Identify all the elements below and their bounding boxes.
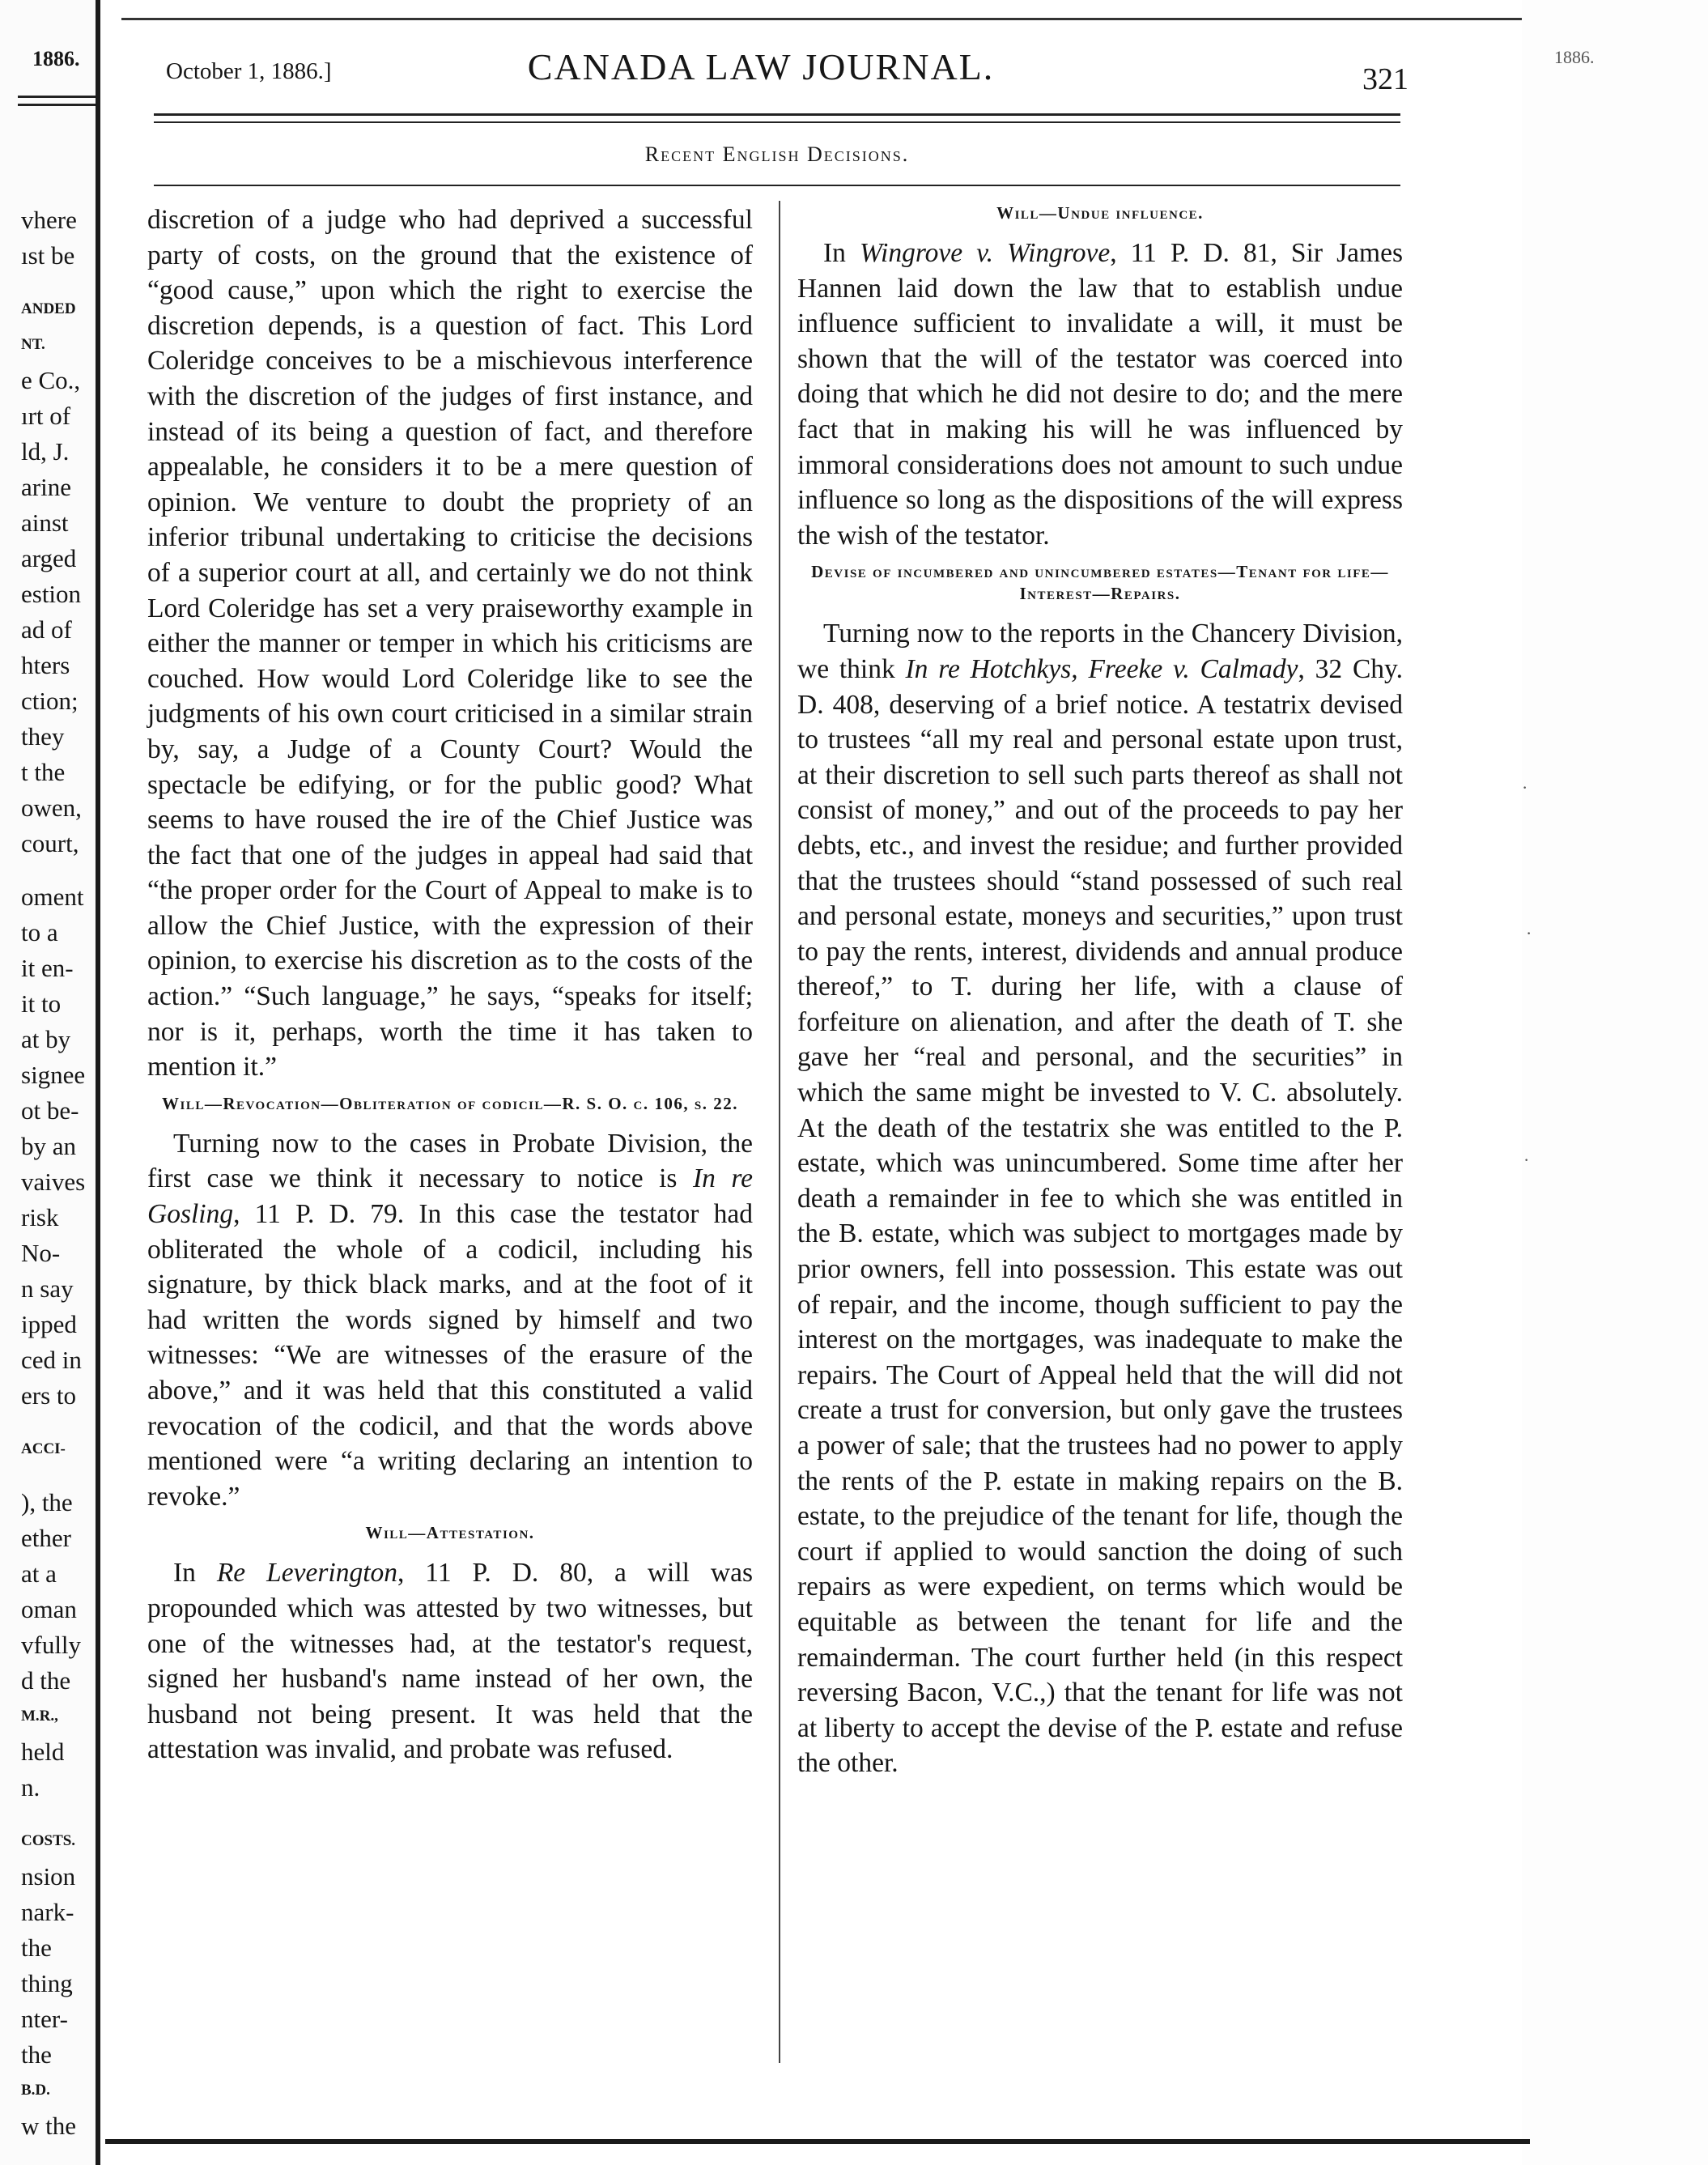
text-run: , 32 Chy. D. 408, deserving of a brief notice. A testatrix devised to trustees “all my real and personal estate upon trust, at their discretion to sell such parts thereof as shall not consist of money,” and out of the proceeds to pay her debts, etc., and invest the residue; and further provided that the trustees should “stand possessed of such real and personal estate, moneys and securities,” upon trust to pay the rents, interest, dividends and annual produce thereof,” to T. during her life, with a clause of forfeiture on alienation, and after the death of T. she gave her “real and personal, and the securities” in which the same might be invested to V. C. absolutely. At the death of the testatrix she was entitled to the P. estate, which was unincumbered. Some time after her death a remainder in fee to which she was entitled in the B. estate, which was subject to mortgages made by prior owners, fell into possession. This estate was out of repair, and the income, though sufficient to pay the interest on the mortgages, was inadequate to make the repairs. The Court of Appeal held that the will did not create a trust for conversion, but only gave the trustees a power of sale; that the trustees had no power to apply the rents of the P. estate in making repairs on the B. estate, to the prejudice of the tenant for life, though the court if applied to would sanction the doing of such repairs as were expedient, on terms which would be equitable as between the tenant for life and the remainderman. The court further held (in this respect reversing Bacon, V.C.,) that the tenant for life was not at liberty to accept the devise of the P. estate and refuse the other. (797, 653, 1403, 1779)
paragraph (797, 236, 1403, 553)
fragment-gap (21, 1806, 96, 1823)
fragment-header: 1886. (32, 47, 80, 70)
fragment-line: vaives (21, 1168, 86, 1196)
fragment-line: NT. (21, 336, 45, 353)
fragment-line: M.R., (21, 1708, 58, 1725)
fragment-gap (21, 861, 96, 879)
fragment-line: ced in (21, 1346, 82, 1374)
fragment-line: it en- (21, 954, 74, 982)
fragment-line: the (21, 2040, 52, 2069)
page-edge-bottom (105, 2139, 1530, 2144)
fragment-line: by an (21, 1132, 77, 1160)
case-heading: Will—Attestation. (365, 1523, 535, 1543)
page-edge-top (121, 18, 1522, 20)
fragment-line: n. (21, 1773, 40, 1801)
fragment-line: court, (21, 829, 79, 857)
fragment-line: arine (21, 473, 71, 501)
journal-title: CANADA LAW JOURNAL. (527, 46, 995, 87)
fragment-lines (21, 202, 96, 2144)
fragment-gap (21, 274, 96, 291)
fragment-line: ACCI- (21, 1440, 66, 1457)
paragraph (797, 616, 1403, 1781)
fragment-line: B.D. (21, 2082, 50, 2099)
case-heading: Will—Revocation—Obliteration of codicil—R. S. O. c. 106, s. 22. (162, 1093, 738, 1113)
fragment-rule (18, 104, 96, 106)
margin-speck: 1886. (1554, 47, 1595, 67)
case-heading: Devise of incumbered and unincumbered estates—Tenant for life—Interest—Repairs. (811, 562, 1389, 604)
fragment-line: oment (21, 883, 84, 911)
fragment-line: nark- (21, 1898, 74, 1926)
paragraph (147, 1555, 753, 1767)
page-number: 321 (1362, 62, 1408, 96)
text-run: , 11 P. D. 79. In this case the testator had obliterated the whole of a codicil, including his signature, by thick black marks, and at the foot of it had written the words signed by himself and two witnesses: “We are witnesses of the erasure of the above,” and it was held that this constituted a valid revocation of the codicil, and that the words above mentioned were “a writing declaring an intention to revoke.” (147, 1199, 753, 1512)
fragment-line: thing (21, 1969, 73, 1997)
fragment-line: ainst (21, 508, 69, 537)
fragment-line: it to (21, 989, 62, 1018)
fragment-line: nsion (21, 1862, 76, 1891)
fragment-line: owen, (21, 793, 82, 822)
fragment-line: No- (21, 1239, 61, 1267)
text-run: Turning now to the reports in the Chancery Division, we think (797, 619, 1403, 684)
column-divider (779, 201, 780, 2063)
fragment-gap (21, 1467, 96, 1485)
fragment-line: they (21, 722, 65, 751)
fragment-line: t the (21, 758, 66, 786)
fragment-line: ANDED (21, 300, 76, 317)
fragment-line: at a (21, 1559, 57, 1588)
fragment-line: hters (21, 651, 70, 679)
previous-page-fragment (0, 0, 100, 2165)
section-title: Recent English Decisions. (644, 142, 910, 166)
fragment-line: arged (21, 544, 77, 572)
fragment-line: to a (21, 918, 58, 946)
paragraph: discretion of a judge who had deprived a successful party of costs, on the ground that the existence of “good cause,” upon which the right to exercise the discretion depends, is a question of fact. This Lord Coleridge conceives to be a mischievous interference with the discretion of the judges of first instance, and instead of its being a question of fact, and therefore appealable, he considers it to be a mere question of opinion. We venture to doubt the propriety of an inferior tribunal undertaking to criticise the decisions of a superior court at all, and certainly we do not think Lord Coleridge has set a very praiseworthy example in either the manner or temper in which his criticisms are couched. How would Lord Coleridge like to see the judgments of his own court criticised in a similar strain by, say, a Judge of a County Court? Would the spectacle be edifying, or for the public good? What seems to have roused the ire of the Chief Justice was the fact that one of the judges in appeal had said that “the proper order for the Court of Appeal to make is to allow the Chief Justice, with the expression of their opinion, to exercise his discretion as to the costs of the action.” “Such language,” he says, “speaks for itself; nor is it, perhaps, worth the time it has taken to mention it.” (147, 205, 753, 1082)
fragment-line: vfully (21, 1631, 82, 1659)
fragment-line: held (21, 1738, 65, 1766)
fragment-line: ıst be (21, 241, 75, 270)
fragment-line: ld, J. (21, 437, 70, 466)
margin-speck: · (1522, 777, 1528, 798)
fragment-line: ), the (21, 1488, 73, 1516)
header-rule (154, 113, 1400, 116)
case-name: Wingrove v. Wingrove (859, 238, 1111, 268)
fragment-line: signee (21, 1061, 86, 1089)
paragraph (147, 1126, 753, 1515)
fragment-line: at by (21, 1025, 71, 1053)
fragment-line: n say (21, 1274, 74, 1303)
fragment-line: ction; (21, 687, 79, 715)
section-rule (154, 185, 1400, 186)
fragment-line: ırt of (21, 402, 71, 430)
text-run: In (173, 1558, 217, 1589)
case-name: In re Hotchkys, Freeke v. Calmady (905, 653, 1298, 684)
fragment-line: the (21, 1933, 52, 1962)
text-run: , 11 P. D. 80, a will was propounded which was attested by two witnesses, but one of the witnesses had, at the testator's request, signed her husband's name instead of her own, the husband not being present. It was held that the attestation was invalid, and probate was refused. (147, 1558, 753, 1765)
case-name: In re Gosling (147, 1163, 754, 1230)
text-run: , 11 P. D. 81, Sir James Hannen laid down the law that to establish undue influence sufficient to invalidate a will, it must be shown that the will of the testator was coerced into doing that which he did not desire to do; and the mere fact that in making his will he was influenced by immoral considerations does not amount to such undue influence so long as the dispositions of the will express the wish of the testator. (797, 238, 1403, 551)
case-heading: Will—Undue influence. (996, 203, 1204, 223)
header-rule (154, 121, 1400, 123)
fragment-line: risk (21, 1203, 59, 1231)
margin-speck: · (1523, 1150, 1530, 1170)
text-run: Turning now to the cases in Probate Division, the first case we think it necessary to notice is (147, 1128, 753, 1194)
left-column (147, 202, 753, 1767)
fragment-line: e Co., (21, 366, 81, 394)
right-margin (1522, 0, 1708, 2165)
case-name: Re Leverington (216, 1558, 397, 1589)
fragment-line: ers to (21, 1381, 77, 1410)
fragment-line: oman (21, 1595, 77, 1623)
fragment-rule (18, 96, 96, 98)
fragment-line: w the (21, 2112, 77, 2140)
fragment-line: vhere (21, 206, 77, 234)
fragment-line: ipped (21, 1310, 77, 1338)
text-run: In (823, 238, 860, 268)
margin-speck: · (1526, 923, 1532, 943)
fragment-line: d the (21, 1666, 71, 1695)
fragment-line: ether (21, 1524, 71, 1552)
right-column (797, 202, 1403, 1781)
fragment-line: COSTS. (21, 1832, 76, 1849)
issue-date: October 1, 1886.] (166, 58, 332, 84)
fragment-line: ot be- (21, 1096, 79, 1125)
fragment-line: nter- (21, 2005, 68, 2033)
fragment-gap (21, 1414, 96, 1431)
fragment-line: estion (21, 580, 82, 608)
running-header (121, 39, 1408, 96)
fragment-line: ad of (21, 615, 72, 644)
